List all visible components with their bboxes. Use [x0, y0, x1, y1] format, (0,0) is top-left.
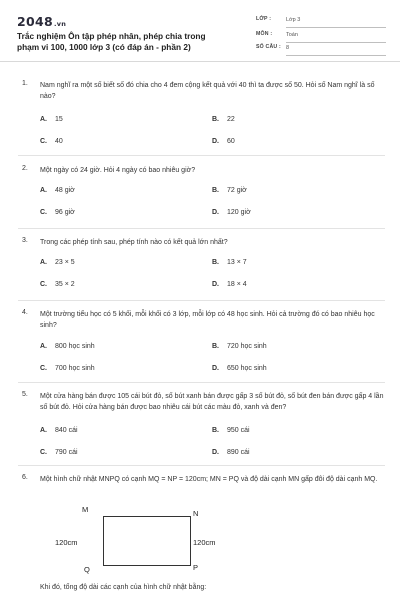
rectangle-mnpq: [103, 516, 191, 566]
option-text: 60: [227, 138, 235, 145]
option-d[interactable]: [212, 449, 250, 456]
option-letter: A.: [40, 259, 47, 266]
option-b[interactable]: [212, 116, 235, 123]
option-letter: D.: [212, 138, 219, 145]
question-divider: [18, 155, 385, 156]
option-letter: C.: [40, 138, 47, 145]
meta-class: [256, 16, 386, 28]
option-text: 800 học sinh: [55, 343, 95, 350]
document-title: Trắc nghiệm Ôn tập phép nhân, phép chia trong phạm vi 100, 1000 lớp 3 (có đáp án - phần 2): [17, 31, 206, 52]
option-b[interactable]: [212, 259, 247, 266]
option-text: 840 cái: [55, 427, 78, 434]
option-letter: D.: [212, 281, 219, 288]
option-letter: B.: [212, 187, 219, 194]
option-d[interactable]: [212, 138, 235, 145]
option-text: 720 học sinh: [227, 343, 267, 350]
meta-subject-value: Toán: [286, 32, 298, 38]
question-number: 3.: [22, 237, 28, 244]
option-d[interactable]: [212, 365, 267, 372]
question-text: Một cửa hàng bán được 105 cái bút đỏ, số bút xanh bán được gấp 3 số bút đỏ, số bút đen bán được gấp 4 lần số bút đỏ. Hỏi cửa hàng bán được bao nhiêu cái bút các màu đỏ, xanh và đen?: [40, 393, 384, 411]
option-text: 96 giờ: [55, 209, 75, 216]
option-letter: A.: [40, 427, 47, 434]
option-text: 23 × 5: [55, 259, 75, 266]
option-text: 15: [55, 116, 63, 123]
option-b[interactable]: [212, 427, 250, 434]
option-text: 22: [227, 116, 235, 123]
meta-class-value: Lớp 3: [286, 17, 301, 23]
page-header: [0, 0, 400, 62]
option-text: 48 giờ: [55, 187, 75, 194]
option-letter: B.: [212, 259, 219, 266]
option-letter: C.: [40, 365, 47, 372]
option-text: 18 × 4: [227, 281, 247, 288]
meta-subject: [256, 31, 386, 43]
option-text: 700 học sinh: [55, 365, 95, 372]
option-letter: B.: [212, 343, 219, 350]
option-text: 950 cái: [227, 427, 250, 434]
option-c[interactable]: [40, 281, 75, 288]
option-a[interactable]: [40, 259, 75, 266]
option-letter: A.: [40, 116, 47, 123]
option-c[interactable]: [40, 209, 75, 216]
option-letter: A.: [40, 187, 47, 194]
meta-subject-label: MÔN :: [256, 31, 273, 37]
question-divider: [18, 465, 385, 466]
question-number: 6.: [22, 474, 28, 481]
question-text: Một trường tiểu học có 5 khối, mỗi khối có 3 lớp, mỗi lớp có 48 học sinh. Hỏi cả trường đó có bao nhiêu học sinh?: [40, 311, 375, 329]
meta-underline: [286, 42, 386, 43]
option-letter: D.: [212, 365, 219, 372]
meta-count-label: SỐ CÂU :: [256, 44, 281, 50]
meta-underline: [286, 55, 386, 56]
option-letter: C.: [40, 209, 47, 216]
question-number: 1.: [22, 80, 28, 87]
option-letter: B.: [212, 427, 219, 434]
question-6-followup: Khi đó, tổng độ dài các cạnh của hình chữ nhật bằng:: [40, 584, 207, 591]
vertex-q-label: Q: [84, 565, 90, 574]
option-c[interactable]: [40, 449, 78, 456]
meta-underline: [286, 27, 386, 28]
question-divider: [18, 382, 385, 383]
option-letter: C.: [40, 449, 47, 456]
option-letter: D.: [212, 209, 219, 216]
side-np-label: 120cm: [193, 538, 216, 547]
question-number: 5.: [22, 391, 28, 398]
question-divider: [18, 300, 385, 301]
option-text: 790 cái: [55, 449, 78, 456]
logo-suffix: .vn: [54, 20, 67, 28]
option-c[interactable]: [40, 365, 95, 372]
option-d[interactable]: [212, 281, 247, 288]
logo-main: 2048: [17, 14, 53, 29]
option-text: 35 × 2: [55, 281, 75, 288]
vertex-p-label: P: [193, 563, 199, 572]
vertex-m-label: M: [82, 505, 89, 514]
option-a[interactable]: [40, 116, 63, 123]
option-a[interactable]: [40, 343, 95, 350]
meta-count-value: 8: [286, 45, 290, 51]
option-d[interactable]: [212, 209, 251, 216]
site-logo[interactable]: [17, 14, 66, 29]
option-letter: D.: [212, 449, 219, 456]
question-text: Một ngày có 24 giờ. Hỏi 4 ngày có bao nhiêu giờ?: [40, 167, 196, 174]
option-letter: C.: [40, 281, 47, 288]
option-text: 40: [55, 138, 63, 145]
option-c[interactable]: [40, 138, 63, 145]
option-text: 120 giờ: [227, 209, 251, 216]
question-number: 4.: [22, 309, 28, 316]
option-text: 650 học sinh: [227, 365, 267, 372]
option-a[interactable]: [40, 187, 75, 194]
option-b[interactable]: [212, 187, 247, 194]
option-letter: A.: [40, 343, 47, 350]
vertex-n-label: N: [193, 509, 199, 518]
meta-count: [256, 44, 386, 56]
meta-class-label: LỚP :: [256, 16, 272, 22]
question-divider: [18, 228, 385, 229]
side-mq-label: 120cm: [55, 538, 78, 547]
option-letter: B.: [212, 116, 219, 123]
option-text: 13 × 7: [227, 259, 247, 266]
option-a[interactable]: [40, 427, 78, 434]
question-text: Nam nghĩ ra một số biết số đó chia cho 4 đem cộng kết quả với 40 thì ta được số 50. Hỏi số Nam nghĩ là số nào?: [40, 82, 375, 100]
option-text: 72 giờ: [227, 187, 247, 194]
question-text: Trong các phép tính sau, phép tính nào có kết quả lớn nhất?: [40, 239, 228, 246]
option-text: 890 cái: [227, 449, 250, 456]
question-number: 2.: [22, 165, 28, 172]
question-text: Một hình chữ nhật MNPQ có cạnh MQ = NP = 120cm; MN = PQ và độ dài cạnh MN gấp đôi độ dài cạnh MQ.: [40, 476, 378, 483]
option-b[interactable]: [212, 343, 267, 350]
